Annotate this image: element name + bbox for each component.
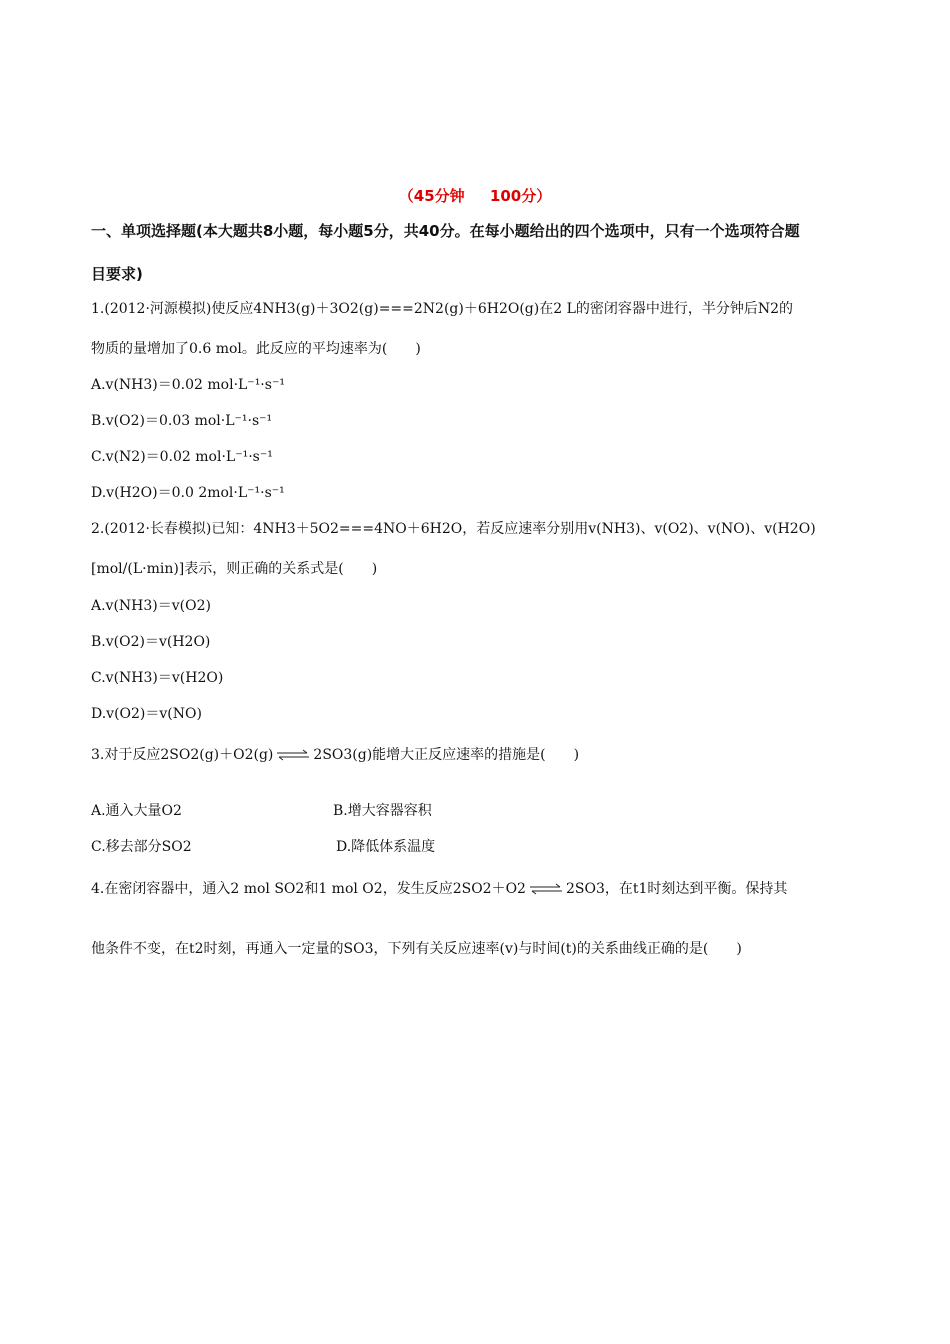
q2-stem-line2: [mol/(L·min)]表示，则正确的关系式是( ) (91, 561, 378, 577)
q1-option-b: B.v(O2)＝0.03 mol·L⁻¹·s⁻¹ (91, 413, 273, 429)
q1-stem-text1: 1.(2012·河源模拟)使反应4NH3(g)＋3O2(g)===2N2(g)＋6H2O(g)在2 L的密闭容器中进行，半分钟后N2的 (91, 301, 794, 317)
equilibrium-arrow-icon (528, 881, 564, 897)
q3-stem (91, 744, 579, 764)
q2-option-a: A.v(NH3)＝v(O2) (91, 598, 211, 614)
exam-duration: （45分钟 (398, 187, 465, 205)
q4-stem-after: 2SO3，在t1时刻达到平衡。保持其 (565, 881, 788, 897)
q3-option-d: D.降低体系温度 (336, 839, 436, 855)
q3-option-a: A.通入大量O2 (91, 803, 182, 819)
equilibrium-arrow-icon (275, 747, 311, 763)
q3-stem-after: 2SO3(g)能增大正反应速率的措施是( ) (313, 747, 580, 763)
exam-timing (0, 185, 950, 206)
q4-stem-before: 4.在密闭容器中，通入2 mol SO2和1 mol O2，发生反应2SO2＋O2 (91, 881, 526, 897)
q1-option-c: C.v(N2)＝0.02 mol·L⁻¹·s⁻¹ (91, 449, 273, 465)
exam-score: 100分） (489, 187, 552, 205)
q1-stem-line2: 物质的量增加了0.6 mol。此反应的平均速率为( ) (91, 341, 421, 357)
section-heading-cont: 目要求) (91, 265, 143, 283)
section-heading: 一、单项选择题(本大题共8小题，每小题5分，共40分。在每小题给出的四个选项中，只有一个选项符合题 (91, 222, 800, 240)
q3-option-b: B.增大容器容积 (333, 803, 432, 819)
q2-option-b: B.v(O2)＝v(H2O) (91, 634, 211, 650)
q3-stem-before: 3.对于反应2SO2(g)＋O2(g) (91, 747, 274, 763)
q2-stem-line1: 2.(2012·长春模拟)已知：4NH3＋5O2===4NO＋6H2O，若反应速率分别用v(NH3)、v(O2)、v(NO)、v(H2O) (91, 521, 816, 537)
q1-option-d: D.v(H2O)＝0.0 2mol·L⁻¹·s⁻¹ (91, 485, 285, 501)
q2-option-d: D.v(O2)＝v(NO) (91, 706, 202, 722)
q2-option-c: C.v(NH3)＝v(H2O) (91, 670, 224, 686)
q3-option-c: C.移去部分SO2 (91, 839, 192, 855)
q4-stem-line2: 他条件不变，在t2时刻，再通入一定量的SO3，下列有关反应速率(v)与时间(t)的关系曲线正确的是( ) (91, 941, 742, 957)
q1-stem-line1 (91, 298, 863, 318)
q1-option-a: A.v(NH3)＝0.02 mol·L⁻¹·s⁻¹ (91, 377, 285, 393)
q4-stem-line1 (91, 878, 863, 898)
